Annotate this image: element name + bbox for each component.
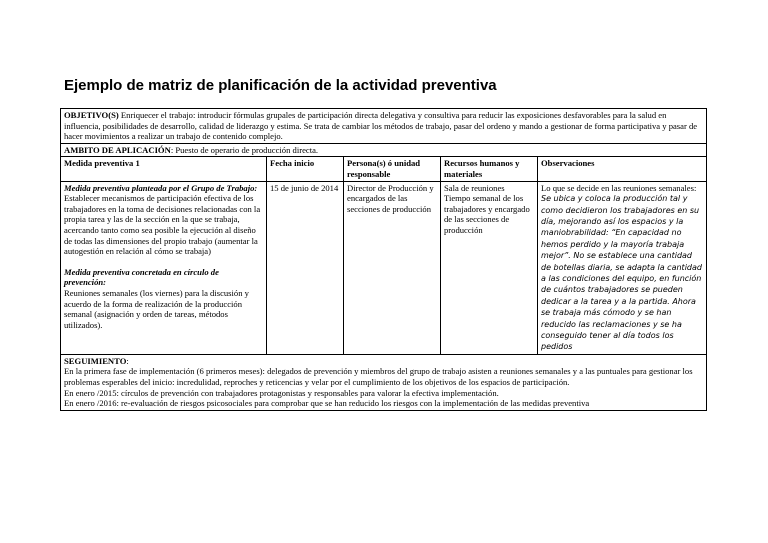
seguimiento-line-2: En enero /2015: círculos de prevención con trabajadores protagonistas y responsables para valorar la efectiva implementación.	[64, 387, 499, 398]
medida-cell	[61, 181, 267, 354]
medida-heading-1: Medida preventiva planteada por el Grupo de Trabajo:	[64, 182, 258, 193]
ambito-label: AMBITO DE APLICACIÓN	[64, 144, 171, 155]
observaciones-cell	[538, 181, 707, 354]
persona-cell: Director de Producción y encargados de las secciones de producción	[344, 181, 441, 354]
medida-text-2: Reuniones semanales (los viernes) para la discusión y acuerdo de la forma de realización de la producción semanal (asignación y orden de tareas, métodos utilizados).	[64, 287, 249, 330]
medida-text-1: Establecer mecanismos de participación efectiva de los trabajadores en la toma de decisiones relacionadas con la propia tarea y las de la sección en la que se trabaja, acercando tanto como sea posible la ejecución al diseño de todas las dimensiones del propio trabajo (aumentar la autogestión en relación al cómo se trabaja)	[64, 193, 261, 257]
recursos-cell	[441, 181, 538, 354]
ambito-text: : Puesto de operario de producción directa.	[170, 144, 319, 155]
spacer	[64, 257, 263, 267]
seguimiento-heading	[64, 356, 703, 367]
recursos-text-2: Tiempo semanal de los trabajadores y encargado de las secciones de producción	[444, 193, 530, 235]
fecha-cell: 15 de junio de 2014	[267, 181, 344, 354]
header-recursos: Recursos humanos y materiales	[441, 157, 538, 181]
ambito-cell	[61, 143, 707, 157]
header-observaciones: Observaciones	[538, 157, 707, 181]
seguimiento-line-3: En enero /2016: re-evaluación de riesgos psicosociales para comprobar que se han reducido los riesgos con la implementación de las medidas preventiva	[64, 398, 590, 409]
observaciones-intro: Lo que se decide en las reuniones semanales:	[541, 182, 697, 193]
seguimiento-row	[61, 354, 707, 410]
header-fecha: Fecha inicio	[267, 157, 344, 181]
objetivo-row	[61, 109, 707, 144]
medida-heading-2: Medida preventiva concretada en círculo de prevención:	[64, 266, 219, 288]
planning-matrix-table	[60, 108, 707, 411]
measure-row	[61, 181, 707, 354]
seguimiento-line-1: En la primera fase de implementación (6 primeros meses): delegados de prevención y miembros del grupo de trabajo asisten a reuniones semanales y a las puntuales para gestionar los problemas esperables del inicio: incredulidad, reproches y reticencias y velar por el cumplimiento de los objetivos de los espacios de participación.	[64, 366, 693, 388]
header-persona: Persona(s) ó unidad responsable	[344, 157, 441, 181]
seguimiento-cell	[61, 354, 707, 410]
objetivo-cell	[61, 109, 707, 144]
objetivo-text: Enriquecer el trabajo: introducir fórmulas grupales de participación directa delegativa y consultiva para reducir las exposiciones desfavorables para la salud en influencia, posibilidades de desarrollo, calidad de liderazgo y estima. Se trata de cambiar los métodos de trabajo, pasar del ordeno y mando a gestionar de forma participativa y pasar de hacer movimientos a realizar un trabajo de contenido complejo.	[64, 110, 698, 142]
observaciones-text: Se ubica y coloca la producción tal y como decidieron los trabajadores en su día, mejorando así los espacios y la maniobrabilidad: “En capacidad no hemos perdido y la mayoría trabaja mejor”. No se establece una cantidad de botellas diaria, se adapta la cantidad a las condiciones del equipo, en función de cuántos trabajadores se pueden dedicar a la tarea y a la partida. Ahora se trabaja más cómodo y se han reducido las reclamaciones y se ha conseguido tener al día todos los pedidos	[541, 194, 702, 352]
objetivo-label: OBJETIVO(S)	[64, 110, 119, 120]
seguimiento-colon: :	[126, 355, 129, 366]
header-row	[61, 157, 707, 181]
ambito-row	[61, 143, 707, 157]
recursos-text-1: Sala de reuniones	[444, 182, 505, 193]
seguimiento-label: SEGUIMIENTO	[64, 355, 127, 366]
document-title: Ejemplo de matriz de planificación de la actividad preventiva	[64, 77, 497, 94]
header-medida: Medida preventiva 1	[61, 157, 267, 181]
